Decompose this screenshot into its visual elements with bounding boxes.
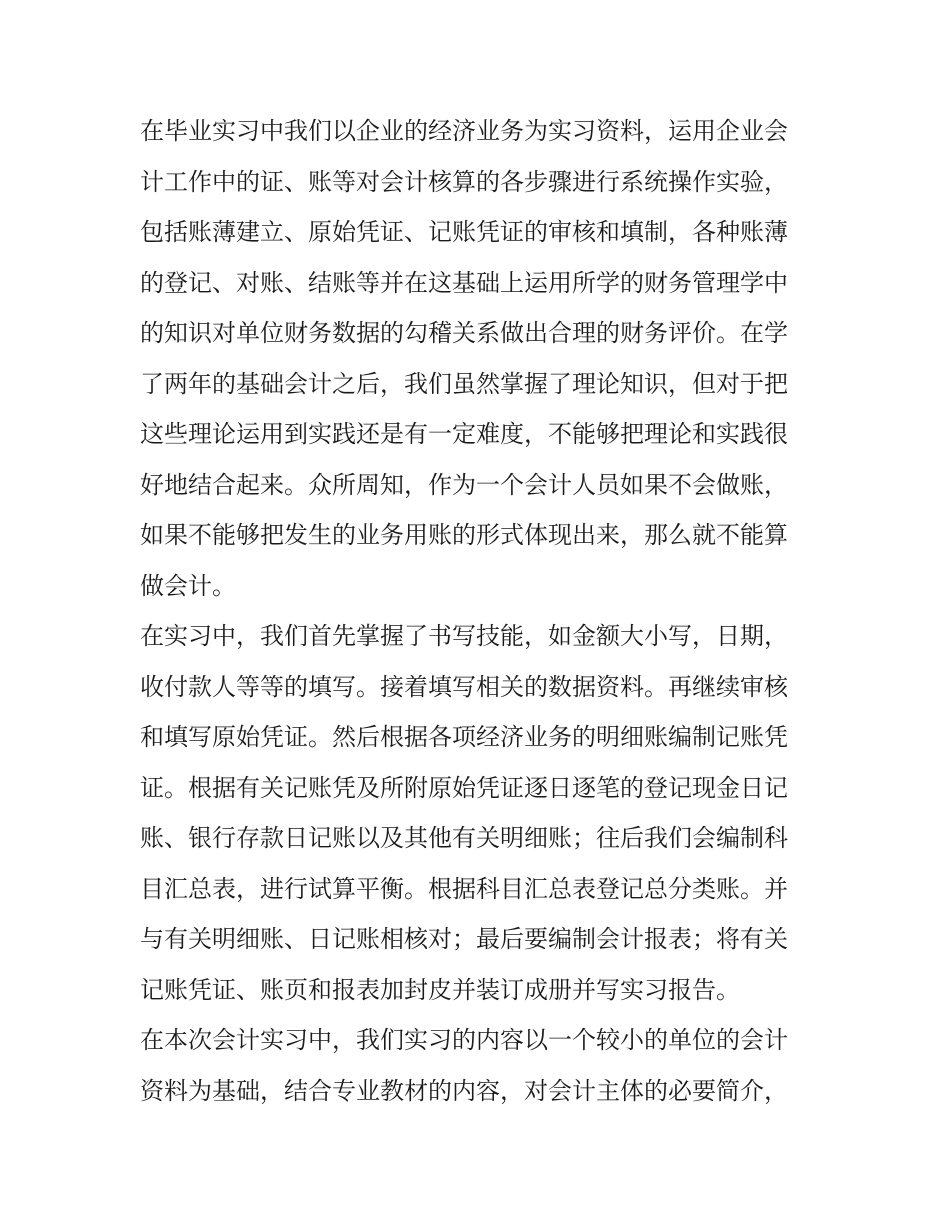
text-line: 在实习中，我们首先掌握了书写技能，如金额大小写，日期，	[140, 622, 788, 650]
text-line: 目汇总表，进行试算平衡。根据科目汇总表登记总分类账。并	[140, 874, 788, 903]
text-line: 收付款人等等的填写。接着填写相关的数据资料。再继续审核	[140, 672, 788, 701]
text-line: 了两年的基础会计之后，我们虽然掌握了理论知识，但对于把	[140, 369, 788, 398]
text-line: 资料为基础，结合专业教材的内容，对会计主体的必要简介，	[140, 1076, 788, 1105]
text-line: 包括账薄建立、原始凭证、记账凭证的审核和填制，各种账薄	[140, 218, 788, 246]
text-line: 如果不能够把发生的业务用账的形式体现出来，那么就不能算	[140, 521, 788, 549]
text-line: 与有关明细账、日记账相核对；最后要编制会计报表；将有关	[140, 925, 788, 953]
text-line: 做会计。	[140, 571, 236, 600]
paragraph-3	[140, 1015, 820, 1116]
text-line: 在毕业实习中我们以企业的经济业务为实习资料，运用企业会	[140, 117, 788, 145]
text-line: 证。根据有关记账凭及所附原始凭证逐日逐笔的登记现金日记	[140, 773, 788, 802]
paragraph-1	[140, 106, 820, 611]
text-line: 计工作中的证、账等对会计核算的各步骤进行系统操作实验，	[140, 167, 788, 196]
text-line: 这些理论运用到实践还是有一定难度，不能够把理论和实践很	[140, 420, 788, 448]
text-line: 好地结合起来。众所周知，作为一个会计人员如果不会做账，	[140, 470, 788, 499]
text-line: 在本次会计实习中，我们实习的内容以一个较小的单位的会计	[140, 1026, 788, 1054]
text-line: 的登记、对账、结账等并在这基础上运用所学的财务管理学中	[140, 268, 788, 297]
document-page	[140, 106, 820, 1116]
text-line: 记账凭证、账页和报表加封皮并装订成册并写实习报告。	[140, 975, 740, 1004]
text-line: 和填写原始凭证。然后根据各项经济业务的明细账编制记账凭	[140, 723, 788, 751]
text-line: 的知识对单位财务数据的勾稽关系做出合理的财务评价。在学	[140, 319, 788, 347]
text-line: 账、银行存款日记账以及其他有关明细账；往后我们会编制科	[140, 824, 788, 852]
paragraph-2	[140, 611, 820, 1015]
